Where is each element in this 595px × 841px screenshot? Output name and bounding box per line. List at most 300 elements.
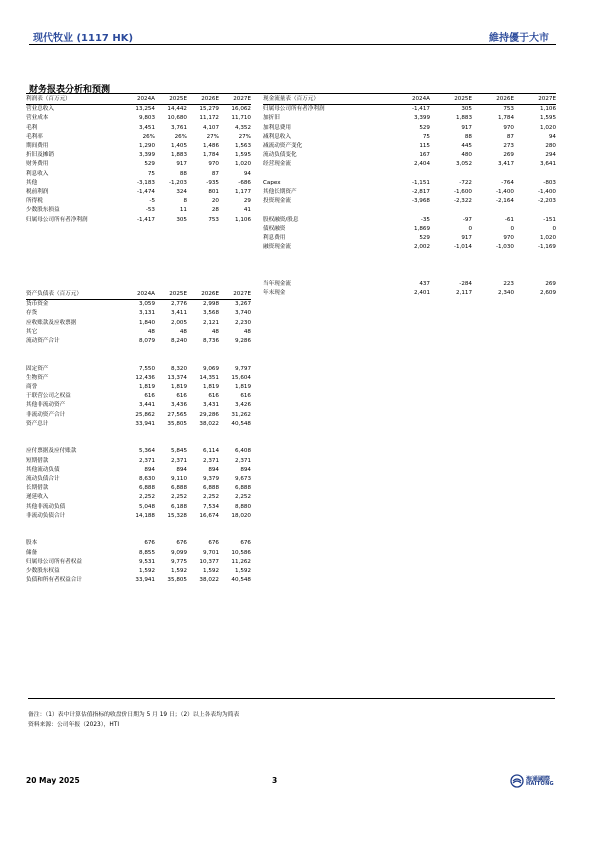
table-row [263,197,556,206]
cell-value: 2,998 [202,301,219,308]
cell-value [388,271,430,280]
cell-value [514,206,556,215]
cell-value: 894 [176,466,187,473]
cell-value [472,262,514,271]
cell-value: 2,005 [170,319,187,326]
table-header-row [26,290,251,300]
table-row [26,392,251,401]
row-label: 递延收入 [26,494,49,501]
cell-value: -803 [543,179,556,186]
table-row [26,114,251,123]
cell-value: 33,941 [135,577,155,584]
income-statement-table [26,95,251,225]
cell-value: 5,845 [170,448,187,455]
cell-value: 9,099 [170,549,187,556]
table-row [26,503,251,512]
cell-value: 1,106 [539,106,556,113]
cell-value: 1,883 [455,115,472,122]
column-header: 2024A [123,290,155,300]
cell-value: 20 [211,198,219,205]
row-label: 利息费用 [263,235,286,242]
row-label: 少数股东损益 [26,207,60,214]
table-row [26,197,251,206]
cell-value [514,262,556,271]
cell-value: 1,784 [202,152,219,159]
cell-value [219,346,251,355]
cell-value: 917 [461,124,472,131]
cell-value: 75 [147,170,155,177]
cell-value: -61 [504,216,514,223]
cell-value: 2,371 [170,457,187,464]
cell-value: -5 [149,198,155,205]
cell-value: 15,279 [199,106,219,113]
table-row [26,420,251,429]
cell-value: 269 [545,280,556,287]
cell-value: -1,417 [136,216,155,223]
cell-value: 1,595 [234,152,251,159]
cell-value: 1,819 [138,384,155,390]
header-divider [29,44,556,45]
table-row [26,447,251,456]
column-header: 2027E [514,95,556,105]
cell-value: 29,286 [199,411,219,418]
cell-value: -151 [543,216,556,223]
cell-value: 1,869 [413,225,430,232]
row-label [263,206,388,215]
cell-value: 8 [183,198,187,205]
cell-value: 3,059 [138,301,155,308]
cell-value: 0 [510,225,514,232]
column-header: 2024A [123,95,155,105]
cell-value: 529 [144,161,155,168]
row-label: 流动负债合计 [26,476,60,482]
cell-value: 8,320 [170,365,187,372]
footer-date: 20 May 2025 [26,776,80,785]
cell-value: 3,417 [497,161,514,168]
row-label [26,438,123,447]
row-label: Capex [263,179,281,186]
cell-value: 9,069 [202,365,219,372]
cell-value: 48 [179,328,187,335]
row-label: 减利息收入 [263,133,291,140]
row-label: 负债和所有者权益合计 [26,577,82,584]
cell-value: 5,364 [138,448,155,455]
cell-value: 3,399 [138,152,155,159]
row-label: 期间费用 [26,143,49,150]
cell-value: 27% [238,133,251,140]
cell-value: 917 [176,161,187,168]
cell-value: 2,252 [138,494,155,501]
row-label [26,355,123,364]
cell-value [219,355,251,364]
cell-value: 40,548 [231,420,251,427]
balance-sheet-table [26,290,251,585]
row-label: 应付票据及应付账款 [26,448,77,455]
row-label: 短期借款 [26,457,49,464]
cell-value: 1,592 [138,568,155,574]
spacer-row [263,262,556,271]
table-row [263,243,556,252]
row-label: 其他 [26,179,38,186]
cell-value: 6,114 [202,448,219,455]
cell-value: 3,451 [138,124,155,131]
row-label: 固定资产 [26,365,49,372]
table-row [26,179,251,188]
cell-value: -97 [462,216,472,223]
cell-value [430,262,472,271]
cell-value: 2,002 [413,244,430,251]
row-label: 毛利 [26,124,38,131]
cell-value: 1,177 [234,189,251,196]
table-row [26,188,251,197]
cell-value: 10,377 [199,558,219,565]
cell-value: -935 [206,179,219,186]
cell-value [472,271,514,280]
cell-value: -2,164 [495,198,514,205]
cell-value: 28 [211,207,219,214]
row-label: 归属母公司所有者权益 [26,558,82,565]
table-row [263,234,556,243]
cell-value: 2,340 [497,290,514,297]
row-label: 加利息费用 [263,124,291,131]
cell-value [472,170,514,179]
cell-value: 3,052 [455,161,472,168]
row-label: 融资现金流 [263,244,291,251]
section-title: 财务报表分析和预测 [29,85,111,95]
cell-value: 616 [144,393,155,400]
row-label: 非流动负债合计 [26,512,66,519]
column-header: 2025E [155,290,187,300]
cell-value: 13,254 [135,106,155,113]
cell-value: 25,862 [135,411,155,418]
cell-value: 38,022 [199,420,219,427]
cell-value: 6,888 [170,485,187,492]
cell-value: 676 [240,540,251,547]
cell-value: 15,604 [231,374,251,381]
row-label: 非流动资产合计 [26,411,66,418]
cell-value: 3,431 [202,402,219,409]
cell-value: 676 [208,540,219,547]
cell-value [155,521,187,530]
table-row [263,151,556,160]
cell-value: 29 [243,198,251,205]
table-row [263,188,556,197]
cell-value: 6,888 [202,485,219,492]
cell-value: 13,374 [167,374,187,381]
cell-value: 9,803 [138,115,155,122]
cell-value: -1,417 [411,106,430,113]
cell-value: 1,020 [234,161,251,168]
cell-value: -1,030 [495,244,514,251]
cell-value: 7,550 [138,365,155,372]
cell-value: 16,062 [231,106,251,113]
cell-value: 3,267 [234,301,251,308]
cell-value [187,521,219,530]
row-label: 股本 [26,540,38,547]
cell-value: 11,710 [231,115,251,122]
cell-value: 3,441 [138,402,155,409]
table-row [26,151,251,160]
rating-label: 維持優于大市 [489,33,549,44]
cell-value: 10,680 [167,115,187,122]
column-header: 2024A [388,95,430,105]
haitong-logo [510,774,560,788]
cell-value [219,438,251,447]
row-label: 股权融资/股息 [263,216,299,223]
cell-value: -284 [459,280,472,287]
table-row [263,225,556,234]
table-header-row [26,95,251,105]
table-row [26,383,251,392]
row-label: 投资现金流 [263,198,291,205]
cell-value: 12,436 [135,374,155,381]
notes-divider [28,698,555,699]
cell-value: 2,609 [539,290,556,297]
cell-value: 1,405 [170,143,187,150]
column-header: 2027E [219,95,251,105]
cell-value: 1,290 [138,143,155,150]
spacer-row [26,530,251,539]
cell-value: 33,941 [135,420,155,427]
spacer-row [26,346,251,355]
cell-value: 1,819 [234,384,251,390]
cell-value: 9,379 [202,476,219,482]
cell-value: 2,401 [413,290,430,297]
cell-value: 10,586 [231,549,251,556]
cell-value: 1,106 [234,216,251,223]
cell-value: 1,592 [234,568,251,574]
column-header: 2026E [187,290,219,300]
cell-value: 26% [142,133,155,140]
row-label: 所得税 [26,198,43,205]
cell-value: 11,172 [199,115,219,122]
cell-value [155,530,187,539]
cell-value: 2,252 [170,494,187,501]
footnote-remark: 备注：（1）表中计算估值指标的收盘价日期为 5 月 19 日；（2）以上各表均为简表 [28,712,240,718]
cell-value: -1,400 [495,189,514,196]
row-label: 其他流动负债 [26,466,60,473]
cell-value [219,530,251,539]
cell-value: 2,371 [234,457,251,464]
row-label: 债权融资 [263,225,286,232]
cell-value: -1,014 [453,244,472,251]
cell-value: -2,817 [411,189,430,196]
cell-value: 801 [208,189,219,196]
row-label: 于联营公司之权益 [26,393,71,400]
row-label: 归属母公司所有者净利润 [26,216,88,223]
row-label: 归属母公司所有者净利润 [263,106,325,113]
table-row [26,484,251,493]
cell-value: 1,840 [138,319,155,326]
cell-value: 115 [419,143,430,150]
cell-value: 2,252 [202,494,219,501]
cell-value: 3,436 [170,402,187,409]
cell-value: -3,183 [136,179,155,186]
cell-value [123,530,155,539]
cell-value: 3,740 [234,310,251,317]
row-label [263,262,388,271]
cell-value: 9,775 [170,558,187,565]
cell-value: 1,784 [497,115,514,122]
spacer-row [263,206,556,215]
cell-value: 970 [503,235,514,242]
cell-value [219,521,251,530]
row-label: 营业成本 [26,115,49,122]
cell-value: 87 [211,170,219,177]
table-row [26,558,251,567]
table-row [26,216,251,225]
cell-value: -722 [459,179,472,186]
cell-value: 676 [176,540,187,547]
cell-value: -1,169 [537,244,556,251]
cell-value: 8,630 [138,476,155,482]
cell-value: 38,022 [199,577,219,584]
column-header: 2026E [472,95,514,105]
row-label: 应收账款及应收票据 [26,319,77,326]
cell-value [187,530,219,539]
cell-value [219,429,251,438]
cell-value: -764 [501,179,514,186]
table-row [26,142,251,151]
cell-value: 4,107 [202,124,219,131]
cell-value: 35,805 [167,577,187,584]
column-header: 2025E [155,95,187,105]
cell-value: 14,188 [135,512,155,519]
row-label [26,346,123,355]
cell-value: 529 [419,235,430,242]
cell-value: 8,240 [170,338,187,345]
cell-value: 894 [240,466,251,473]
table-row [26,411,251,420]
cell-value: 94 [243,170,251,177]
cell-value: 529 [419,124,430,131]
cell-value: 8,079 [138,338,155,345]
cell-value: 970 [208,161,219,168]
cell-value: 894 [208,466,219,473]
table-row [263,216,556,225]
cell-value: 48 [243,328,251,335]
cell-value: 1,020 [539,235,556,242]
cell-value: 616 [208,393,219,400]
cell-value: 2,371 [202,457,219,464]
row-label: 其它 [26,328,38,335]
row-label: 当年现金流 [263,280,291,287]
table-row [263,289,556,298]
table-row [26,457,251,466]
cell-value: 2,371 [138,457,155,464]
row-label [26,429,123,438]
row-label: 加折旧 [263,115,280,122]
row-label: 税前利润 [26,189,49,196]
row-label: 毛利率 [26,133,43,140]
row-label: 流动负债变化 [263,152,297,159]
row-label: 储备 [26,549,38,556]
table-row [26,206,251,215]
cell-value [155,346,187,355]
cell-value [187,429,219,438]
cell-value [155,438,187,447]
cell-value [187,438,219,447]
table-row [263,105,556,115]
cell-value [514,271,556,280]
table-row [26,160,251,169]
row-label: 减流动资产变化 [263,143,303,150]
cell-value: 48 [147,328,155,335]
cell-value [187,355,219,364]
table-row [26,124,251,133]
cell-value [388,206,430,215]
row-label: 生物资产 [26,374,49,381]
cell-value: 305 [176,216,187,223]
table-row [26,549,251,558]
cell-value [430,170,472,179]
table-row [26,365,251,374]
cell-value [472,252,514,261]
cell-value: -2,322 [453,198,472,205]
spacer-row [263,252,556,261]
cell-value: 894 [144,466,155,473]
cell-value: 88 [464,133,472,140]
column-header: 2027E [219,290,251,300]
cell-value: 917 [461,235,472,242]
haitong-logo-icon [510,774,524,788]
cell-value: 2,121 [202,319,219,326]
spacer-row [26,521,251,530]
cell-value [187,346,219,355]
cell-value: 9,701 [202,549,219,556]
cell-value: 305 [461,106,472,113]
table-row [26,328,251,337]
cell-value: 9,797 [234,365,251,372]
cell-value: 6,888 [138,485,155,492]
cell-value [514,170,556,179]
cell-value: 3,761 [170,124,187,131]
cell-value: 11,262 [231,558,251,565]
cell-value: 1,819 [202,384,219,390]
cell-value: 324 [176,189,187,196]
row-label: 货币资金 [26,301,49,308]
cell-value: 18,020 [231,512,251,519]
cell-value: 48 [211,328,219,335]
row-label: 其他长期资产 [263,189,297,196]
table-row [263,142,556,151]
table-row [263,124,556,133]
cell-value [388,252,430,261]
table-row [26,319,251,328]
cell-value: 40,548 [231,577,251,584]
cell-value: -1,203 [168,179,187,186]
cell-value: 9,673 [234,476,251,482]
cell-value [123,521,155,530]
cell-value: 273 [503,143,514,150]
cell-value: 3,131 [138,310,155,317]
cell-value: -3,968 [411,198,430,205]
cell-value: 753 [208,216,219,223]
cell-value [430,206,472,215]
cell-value: 3,426 [234,402,251,409]
row-label: 营业总收入 [26,106,54,113]
cell-value: 1,592 [202,568,219,574]
cell-value: 9,110 [170,476,187,482]
row-label: 流动资产合计 [26,338,60,345]
row-label: 经营现金流 [263,161,291,168]
cell-value [430,252,472,261]
cell-value [155,355,187,364]
cell-value: -35 [420,216,430,223]
logo-text-cn: 海通國際 [526,776,551,783]
cell-value: 35,805 [167,420,187,427]
cell-value: 75 [422,133,430,140]
